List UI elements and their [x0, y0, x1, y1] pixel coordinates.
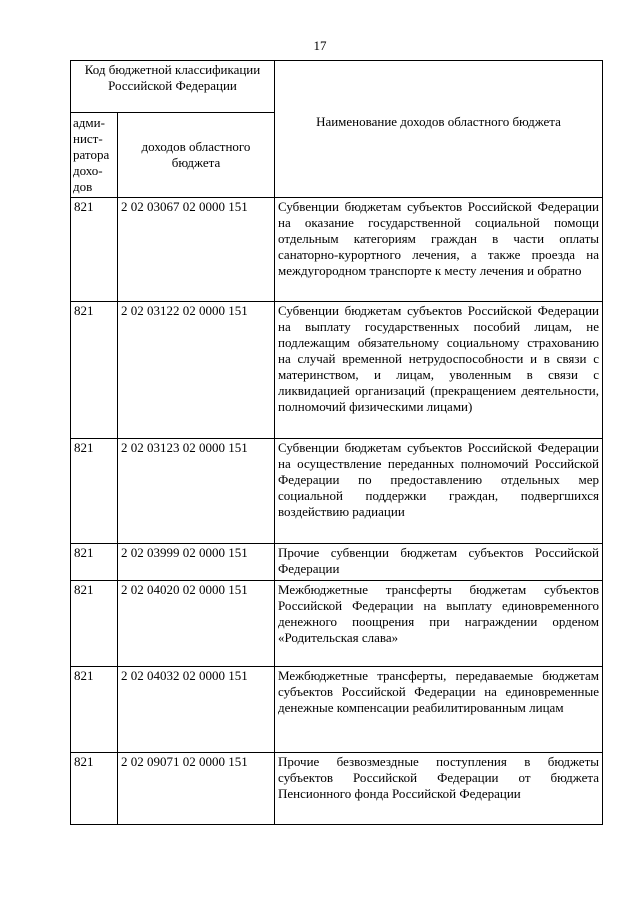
- table-row: [71, 667, 603, 753]
- admin-code: 821: [71, 667, 118, 753]
- revenue-code: 2 02 03123 02 0000 151: [118, 439, 275, 544]
- admin-code: 821: [71, 753, 118, 825]
- revenue-code: 2 02 03067 02 0000 151: [118, 198, 275, 302]
- table-row: [71, 302, 603, 439]
- table-row: [71, 544, 603, 581]
- revenue-table: [70, 60, 603, 825]
- header-revenue-code: доходов областного бюджета: [118, 113, 275, 198]
- header-name: Наименование доходов областного бюджета: [275, 61, 603, 198]
- admin-code: 821: [71, 198, 118, 302]
- revenue-name: Субвенции бюджетам субъектов Российской Федерации на оказание государственной социальной помощи отдельным категориям граждан в части оплаты санаторно-курортного лечения, а также проезда на междугородном транспорте к месту лечения и обратно: [275, 198, 603, 302]
- admin-code: 821: [71, 302, 118, 439]
- revenue-code: 2 02 04032 02 0000 151: [118, 667, 275, 753]
- revenue-name: Межбюджетные трансферты, передаваемые бюджетам субъектов Российской Федерации на единовременные денежные компенсации реабилитированным лицам: [275, 667, 603, 753]
- revenue-name: Прочие безвозмездные поступления в бюджеты субъектов Российской Федерации от бюджета Пенсионного фонда Российской Федерации: [275, 753, 603, 825]
- revenue-code: 2 02 09071 02 0000 151: [118, 753, 275, 825]
- revenue-code: 2 02 03122 02 0000 151: [118, 302, 275, 439]
- table-row: [71, 581, 603, 667]
- table-row: [71, 198, 603, 302]
- page-number: 17: [313, 38, 327, 53]
- revenue-name: Субвенции бюджетам субъектов Российской Федерации на осуществление переданных полномочий Российской Федерации по предоставлению отдельных мер социальной поддержки граждан, подвергшихся воздействию радиации: [275, 439, 603, 544]
- table-row: [71, 439, 603, 544]
- revenue-name: Прочие субвенции бюджетам субъектов Российской Федерации: [275, 544, 603, 581]
- revenue-name: Межбюджетные трансферты бюджетам субъектов Российской Федерации на выплату единовременного денежного поощрения при награждении орденом «Родительская слава»: [275, 581, 603, 667]
- header-budget-code-group: Код бюджетной классификации Российской Федерации: [71, 61, 275, 113]
- revenue-code: 2 02 04020 02 0000 151: [118, 581, 275, 667]
- revenue-code: 2 02 03999 02 0000 151: [118, 544, 275, 581]
- revenue-name: Субвенции бюджетам субъектов Российской Федерации на выплату государственных пособий лицам, не подлежащим обязательному социальному страхованию на случай временной нетрудоспособности и в связи с материнством, и лицам, уволенным в связи с ликвидацией организаций (прекращением деятельности, полномочий физическими лицами): [275, 302, 603, 439]
- table-row: [71, 753, 603, 825]
- header-row-1: [71, 61, 603, 113]
- admin-code: 821: [71, 439, 118, 544]
- header-administrator: адми-нист-ратора дохо-дов: [71, 113, 118, 198]
- admin-code: 821: [71, 581, 118, 667]
- admin-code: 821: [71, 544, 118, 581]
